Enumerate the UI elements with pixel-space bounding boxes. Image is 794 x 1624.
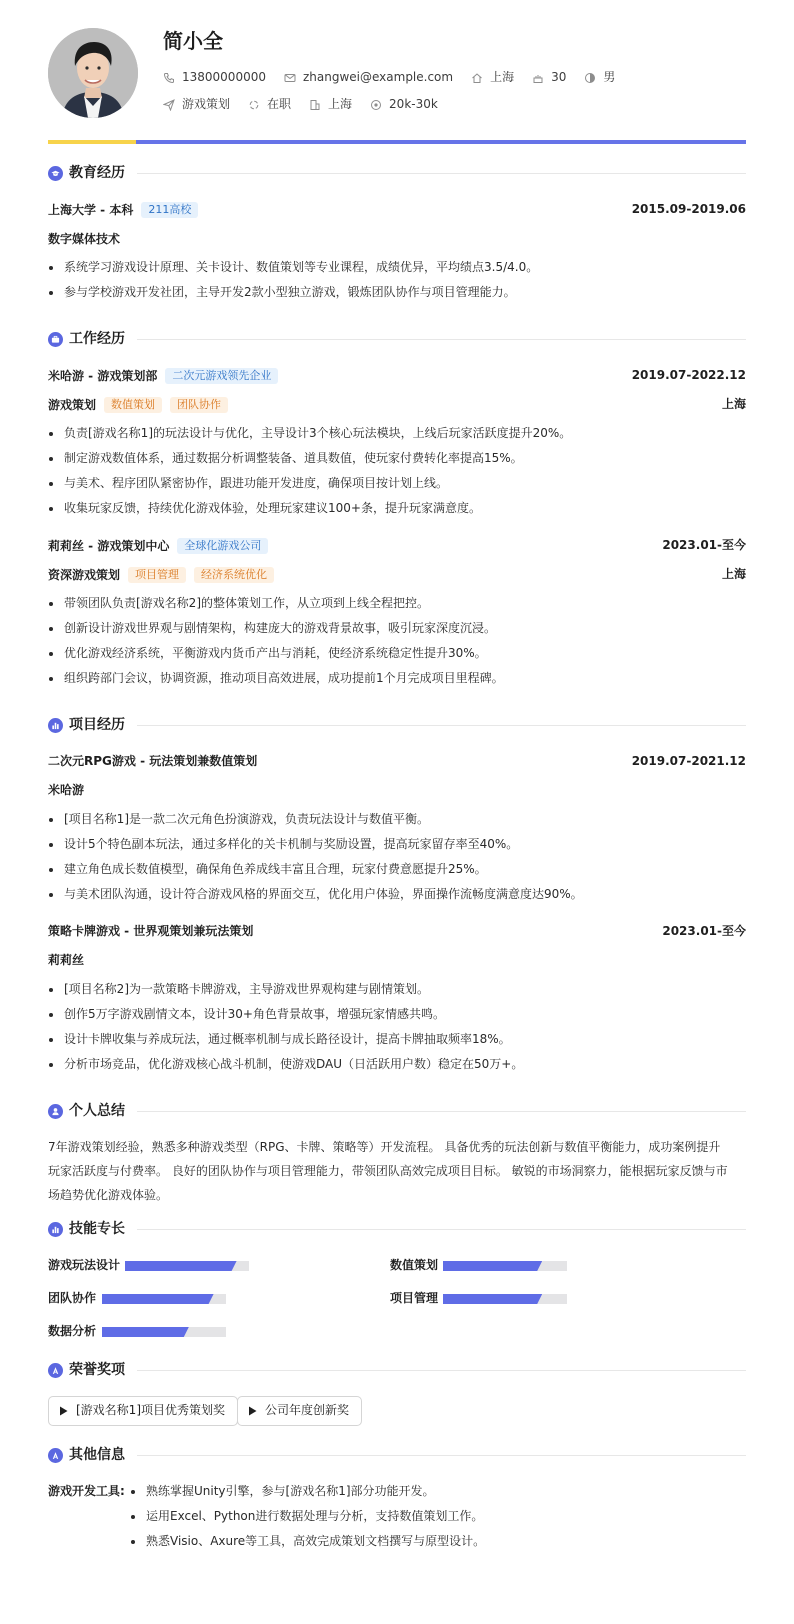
section-divider [137,1455,746,1456]
skill-tag: 数值策划 [104,397,162,413]
list-item: 优化游戏经济系统，平衡游戏内货币产出与消耗，使经济系统稳定性提升30%。 [48,646,746,662]
job-header-row [48,368,746,385]
list-item: 设计5个特色副本玩法，通过多样化的关卡机制与奖励设置，提高玩家留存率至40%。 [48,837,746,853]
award-chip [237,1396,362,1426]
company-name: 莉莉丝 - 游戏策划中心 [48,539,170,553]
skill-bar-fill [443,1261,542,1271]
skill-label: 数据分析 [48,1324,97,1339]
skills-section-header [48,1219,746,1239]
section-title: 其他信息 [69,1446,125,1463]
list-item: 建立角色成长数值模型，确保角色养成线丰富且合理，玩家付费意愿提升25%。 [48,862,746,878]
job-header-row [48,538,746,555]
status-item [248,97,291,113]
salary-value: 20k-30k [389,97,438,111]
profile-header [48,28,746,118]
location-item [471,70,514,86]
job-city: 上海 [721,567,746,581]
award-label: [游戏名称1]项目优秀策划奖 [76,1403,225,1418]
building-icon [309,99,321,111]
section-divider [137,173,746,174]
list-item: 设计卡牌收集与养成玩法，通过概率机制与成长路径设计，提高卡牌抽取频率18%。 [48,1032,746,1048]
project-header-row [48,754,746,770]
summary-text: 7年游戏策划经验，熟悉多种游戏类型（RPG、卡牌、策略等）开发流程。 具备优秀的玩法创新与数值平衡能力，成功案例提升玩家活跃度与付费率。 良好的团队协作与项目管理能力，带领团队高效完成项目目标。 敏锐的市场洞察力，能根据玩家反馈与市场趋势优化游戏体验。 [48,1140,728,1202]
skill-tag: 经济系统优化 [194,567,274,583]
header-divider-accent [48,140,136,144]
project-date: 2019.07-2021.12 [631,754,746,768]
list-item: 熟悉Visio、Axure等工具，高效完成策划文档撰写与原型设计。 [130,1534,485,1550]
candidate-name: 简小全 [163,29,223,53]
project-date: 2023.01-至今 [662,924,746,938]
skill-label: 团队协作 [48,1291,97,1306]
list-item: 与美术、程序团队紧密协作，跟进功能开发进度，确保项目按计划上线。 [48,476,746,492]
skill-tag: 项目管理 [128,567,186,583]
coin-icon [370,99,382,111]
section-title: 工作经历 [69,330,125,347]
education-header-row [48,202,746,219]
section-divider [137,725,746,726]
education-major: 数字媒体技术 [48,232,121,246]
user-icon [48,1104,63,1119]
skill-bar-track [125,1261,249,1271]
job-role: 资深游戏策划 [48,568,121,582]
list-item: 收集玩家反馈，持续优化游戏体验，处理玩家建议100+条，提升玩家满意度。 [48,501,746,517]
play-triangle-icon [59,1406,68,1416]
email-value: zhangwei@example.com [302,70,454,84]
list-item: 参与学校游戏开发社团，主导开发2款小型独立游戏，锻炼团队协作与项目管理能力。 [48,285,746,301]
list-item: 组织跨部门会议，协调资源，推动项目高效进展，成功提前1个月完成项目里程碑。 [48,671,746,687]
skill-bar-fill [125,1261,237,1271]
project-org: 莉莉丝 [48,953,85,967]
list-item: [项目名称2]为一款策略卡牌游戏，主导游戏世界观构建与剧情策划。 [48,982,746,998]
project-name: 策略卡牌游戏 - 世界观策划兼玩法策划 [48,924,254,938]
summary-section-header [48,1101,746,1121]
location-value: 上海 [490,70,515,84]
list-item: 系统学习游戏设计原理、关卡设计、数值策划等专业课程，成绩优异，平均绩点3.5/4.0。 [48,260,746,276]
status-value: 在职 [267,97,292,111]
awards-section-header [48,1360,746,1380]
skill-bar-track [443,1294,567,1304]
job-date: 2019.07-2022.12 [631,368,746,382]
skill-bar-track [102,1327,226,1337]
section-title: 技能专长 [69,1220,125,1237]
list-item: 熟练掌握Unity引擎，参与[游戏名称1]部分功能开发。 [130,1484,435,1500]
graduation-cap-icon [48,166,63,181]
skill-bar-track [443,1261,567,1271]
phone-item [163,70,266,86]
bar-chart-icon [48,718,63,733]
project-name: 二次元RPG游戏 - 玩法策划兼数值策划 [48,754,258,768]
list-item: [项目名称1]是一款二次元角色扮演游戏，负责玩法设计与数值平衡。 [48,812,746,828]
skill-row [48,1324,228,1340]
skill-row [48,1258,248,1274]
section-divider [137,1370,746,1371]
city-item [309,97,352,113]
section-divider [137,339,746,340]
job-role-row [48,397,746,414]
job-date: 2023.01-至今 [662,538,746,552]
salary-item [370,97,438,113]
other-label: 游戏开发工具: [48,1484,125,1498]
education-date: 2015.09-2019.06 [631,202,746,216]
avatar-portrait-icon [48,28,138,118]
skill-label: 游戏玩法设计 [48,1258,121,1273]
job-role: 游戏策划 [48,398,97,412]
section-title: 项目经历 [69,716,125,733]
project-org: 米哈游 [48,783,85,797]
job-intent-row [163,97,456,113]
company-name: 米哈游 - 游戏策划部 [48,369,158,383]
company-tag: 全球化游戏公司 [177,538,268,554]
section-title: 个人总结 [69,1102,125,1119]
list-item: 创作5万字游戏剧情文本，设计30+角色背景故事，增强玩家情感共鸣。 [48,1007,746,1023]
sync-icon [248,99,260,111]
school-name: 上海大学 - 本科 [48,203,134,217]
work-section-header [48,329,746,349]
project-section-header [48,715,746,735]
skill-label: 项目管理 [390,1291,439,1306]
award-chip [48,1396,238,1426]
skill-label: 数值策划 [390,1258,439,1273]
skill-tag: 团队协作 [170,397,228,413]
list-item: 负责[游戏名称1]的玩法设计与优化，主导设计3个核心玩法模块，上线后玩家活跃度提升20%。 [48,426,746,442]
cake-icon [532,72,544,84]
award-label: 公司年度创新奖 [265,1403,350,1418]
list-item: 运用Excel、Python进行数据处理与分析，支持数值策划工作。 [130,1509,483,1525]
list-item: 制定游戏数值体系，通过数据分析调整装备、道具数值，使玩家付费转化率提高15%。 [48,451,746,467]
skill-bar-track [102,1294,226,1304]
list-item: 创新设计游戏世界观与剧情架构，构建庞大的游戏背景故事，吸引玩家深度沉浸。 [48,621,746,637]
age-value: 30 [551,70,567,84]
header-divider [48,140,746,144]
education-section-header [48,163,746,183]
gender-value: 男 [603,70,616,84]
mail-icon [284,72,296,84]
skill-row [390,1291,570,1307]
skill-bar-fill [443,1294,542,1304]
send-icon [163,99,175,111]
gender-icon [584,72,596,84]
other-section-header [48,1445,746,1465]
section-title: 教育经历 [69,164,125,181]
phone-value: 13800000000 [182,70,266,84]
project-header-row [48,924,746,940]
contact-row [163,70,633,86]
position-item [163,97,230,113]
skill-row [390,1258,570,1274]
list-item: 带领团队负责[游戏名称2]的整体策划工作，从立项到上线全程把控。 [48,596,746,612]
city-value: 上海 [328,97,353,111]
skill-bar-fill [102,1294,214,1304]
section-title: 荣誉奖项 [69,1361,125,1378]
bar-chart-icon [48,1222,63,1237]
award-icon [48,1363,63,1378]
list-item: 分析市场竞品，优化游戏核心战斗机制，使游戏DAU（日活跃用户数）稳定在50万+。 [48,1057,746,1073]
age-item [532,70,566,86]
company-tag: 二次元游戏领先企业 [165,368,278,384]
school-tag: 211高校 [141,202,198,218]
job-city: 上海 [721,397,746,411]
job-role-row [48,567,746,584]
position-value: 游戏策划 [182,97,231,111]
gender-item [584,70,615,86]
briefcase-icon [48,332,63,347]
phone-icon [163,72,175,84]
skill-row [48,1291,228,1307]
list-item: 与美术团队沟通，设计符合游戏风格的界面交互，优化用户体验，界面操作流畅度满意度达90%。 [48,887,746,903]
play-triangle-icon [248,1406,257,1416]
skill-bar-fill [102,1327,189,1337]
section-divider [137,1111,746,1112]
home-icon [471,72,483,84]
section-divider [137,1229,746,1230]
award-icon [48,1448,63,1463]
email-item [284,70,453,86]
avatar [48,28,138,118]
